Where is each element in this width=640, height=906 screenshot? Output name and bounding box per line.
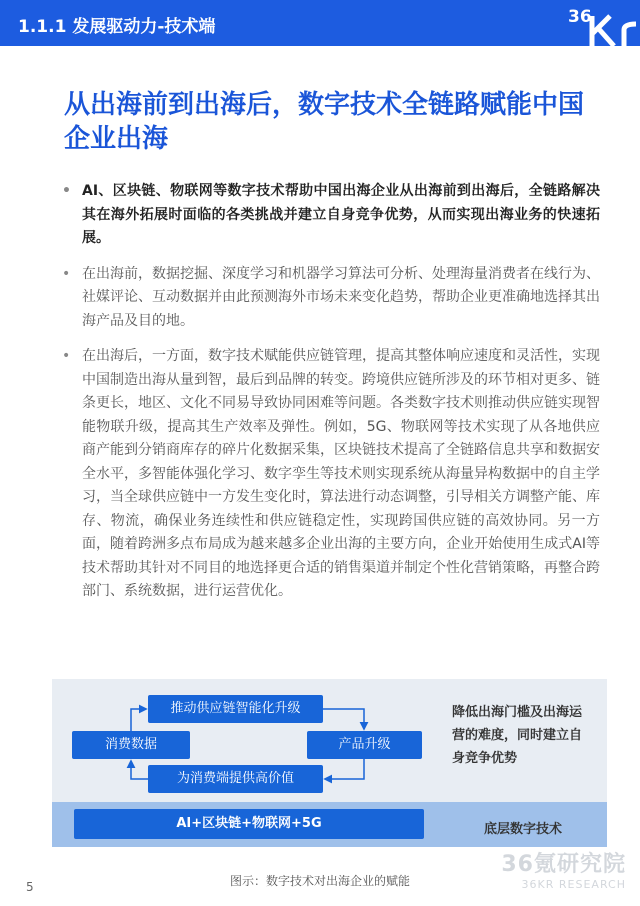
page-title: 从出海前到出海后，数字技术全链路赋能中国企业出海 bbox=[64, 90, 585, 154]
enablement-diagram bbox=[52, 679, 607, 847]
diagram-outcome-text: 降低出海门槛及出海运营的难度，同时建立自身竞争优势 bbox=[452, 705, 583, 766]
page-number: 5 bbox=[26, 880, 34, 894]
svg-text:36: 36 bbox=[568, 7, 592, 27]
watermark-sub: 36KR RESEARCH bbox=[521, 878, 626, 891]
bullet-item: • AI、区块链、物联网等数字技术帮助中国出海企业从出海前到出海后，全链路解决其在海外拓展时面临的各类挑战并建立自身竞争优势，从而实现出海业务的快速拓展。 bbox=[60, 180, 600, 251]
box-supply-chain-upgrade: 推动供应链智能化升级 bbox=[148, 695, 323, 723]
box-base-tech: AI+区块链+物联网+5G bbox=[74, 809, 424, 839]
section-title: 1.1.1 发展驱动力-技术端 bbox=[18, 17, 216, 37]
watermark-main: 36氪研究院 bbox=[501, 852, 626, 877]
box-high-value: 为消费端提供高价值 bbox=[148, 765, 323, 793]
figure-caption: 图示：数字技术对出海企业的赋能 bbox=[229, 874, 410, 888]
page-header bbox=[0, 0, 640, 46]
box-product-upgrade: 产品升级 bbox=[307, 731, 422, 759]
box-consumer-data: 消费数据 bbox=[72, 731, 190, 759]
bullet-item: • 在出海后，一方面，数字技术赋能供应链管理，提高其整体响应速度和灵活性，实现中国制造出海从量到智，最后到品牌的转变。跨境供应链所涉及的环节相对更多、链条更长，地区、文化不同易导致协同困难等问题。各类数字技术则推动供应链实现智能物联升级，提高其生产效率及弹性。例如，5G、物联网等技术实现了从各地供应商产能到分销商库存的碎片化数据采集，区块链技术提高了全链路信息共享和数据安全水平，多智能体强化学习、数字孪生等技术则实现系统从海量异构数据中的自主学习，当全球供应链中一方发生变化时，算法进行动态调整，引导相关方调整产能、库存、物流，确保业务连续性和供应链稳定性，实现跨国供应链的高效协同。另一方面，随着跨洲多点布局成为越来越多企业出海的主要方向，企业开始使用生成式AI等技术帮助其针对不同目的地选择更合适的销售渠道并制定个性化营销策略，再整合跨部门、系统数据，进行运营优化。 bbox=[60, 345, 600, 604]
bullet-list bbox=[60, 180, 600, 616]
brand-logo bbox=[540, 0, 640, 46]
base-tech-label: 底层数字技术 bbox=[484, 822, 563, 837]
bullet-item: • 在出海前，数据挖掘、深度学习和机器学习算法可分析、处理海量消费者在线行为、社媒评论、互动数据并由此预测海外市场未来变化趋势，帮助企业更准确地选择其出海产品及目的地。 bbox=[60, 263, 600, 334]
